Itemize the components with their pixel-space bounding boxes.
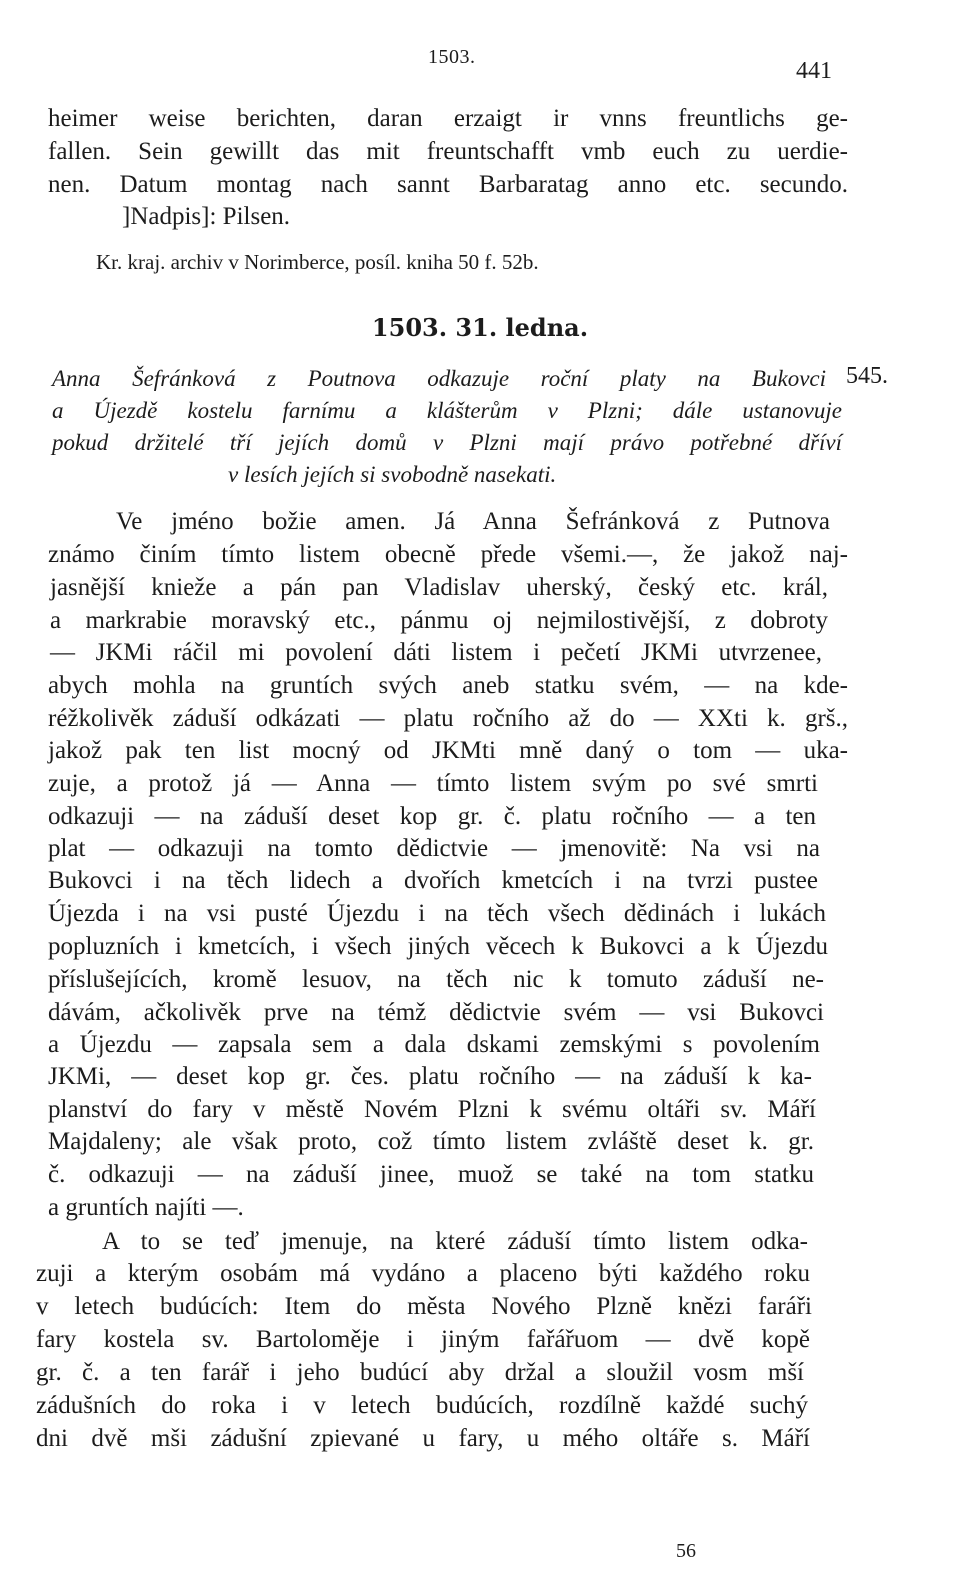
body-line: dávám, ačkolivěk prve na témž dědictvie svém — vsi Bukovci (48, 999, 824, 1026)
archival-source: Kr. kraj. archiv v Norimberce, posíl. kniha 50 f. 52b. (96, 250, 539, 274)
body-line: zuje, a protož já — Anna — tímto listem svým po své smrti (48, 770, 818, 797)
regest-line: pokud držitelé tří jejích domů v Plzni mají právo potřebné dříví (52, 430, 842, 455)
body-line: příslušejících, kromě lesuov, na těch nic k tomuto záduší ne- (48, 966, 824, 993)
body-line: zuji a kterým osobám má vydáno a placeno býti každého roku (36, 1260, 810, 1287)
body-line: abych mohla na gruntích svých aneb statku svém, — na kde- (48, 672, 848, 699)
body-line: popluzních i kmetcích, i všech jiných věcech k Bukovci a k Újezdu (48, 933, 828, 960)
prev-text-line: ]Nadpis]: Pilsen. (122, 203, 291, 230)
document-date-heading: 1503. 31. ledna. (371, 313, 589, 342)
document-number: 545. (846, 363, 888, 389)
body-line: plat — odkazuji na tomto dědictvie — jmenovitě: Na vsi na (48, 835, 820, 862)
printer-signature: 56 (676, 1540, 696, 1562)
regest-line: Anna Šefránková z Poutnova odkazuje roční platy na Bukovci (52, 366, 826, 391)
prev-text-line: heimer weise berichten, daran erzaigt ir vnns freuntlichs ge- (48, 105, 848, 132)
body-line: a gruntích najíti —. (48, 1194, 244, 1221)
prev-text-line: fallen. Sein gewillt das mit freuntschafft vmb euch zu uerdie- (48, 138, 848, 165)
regest-line: v lesích jejích si svobodně nasekati. (228, 462, 557, 487)
regest-line: a Újezdě kostelu farnímu a klášterům v Plzni; dále ustanovuje (52, 398, 842, 423)
prev-text-line: nen. Datum montag nach sannt Barbaratag anno etc. secundo. (48, 171, 848, 198)
running-head: 1503. (428, 46, 476, 68)
body-line: jakož pak ten list mocný od JKMti mně daný o tom — uka- (48, 737, 848, 764)
body-line: odkazuji — na záduší deset kop gr. č. platu ročního — a ten (48, 803, 816, 830)
body-line: — JKMi ráčil mi povolení dáti listem i pečetí JKMi utvrzenee, (50, 639, 822, 666)
body-line: Ve jméno božie amen. Já Anna Šefránková z Putnova (116, 508, 830, 535)
body-line: a markrabie moravský etc., pánmu oj nejmilostivější, z dobroty (50, 607, 828, 634)
body-line: Bukovci i na těch lidech a dvořích kmetcích i na tvrzi pustee (48, 867, 818, 894)
body-line: réžkolivěk záduší odkázati — platu ročního až do — XXti k. grš., (48, 705, 848, 732)
body-line: zádušních do roka i v letech budúcích, rozdílně každé suchý (36, 1392, 808, 1419)
body-line: JKMi, — deset kop gr. čes. platu ročního — na záduší k ka- (48, 1063, 812, 1090)
page-number: 441 (796, 58, 832, 84)
body-line: Újezda i na vsi pusté Újezdu i na těch všech dědinách i lukách (48, 900, 826, 927)
body-line: gr. č. a ten farář i jeho budúcí aby držal a sloužil vosm mší (36, 1359, 804, 1386)
body-line: Majdaleny; ale však proto, což tímto listem zvláště deset k. gr. (48, 1128, 814, 1155)
body-line: v letech budúcích: Item do města Nového Plzně knězi faráři (36, 1293, 812, 1320)
body-line: fary kostela sv. Bartoloměje i jiným fařářuom — dvě kopě (36, 1326, 810, 1353)
body-line: známo činím tímto listem obecně přede všemi.—, že jakož naj- (48, 541, 848, 568)
body-line: A to se teď jmenuje, na které záduší tímto listem odka- (102, 1228, 808, 1255)
body-line: planství do fary v městě Novém Plzni k svému oltáři sv. Máří (48, 1096, 816, 1123)
body-line: č. odkazuji — na záduší jinee, muož se také na tom statku (48, 1161, 814, 1188)
body-line: dni dvě mši zádušní zpievané u fary, u mého oltáře s. Máří (36, 1425, 810, 1452)
body-line: jasnější knieže a pán pan Vladislav uherský, český etc. král, (50, 574, 828, 601)
body-line: a Újezdu — zapsala sem a dala dskami zemskými s povolením (48, 1031, 820, 1058)
